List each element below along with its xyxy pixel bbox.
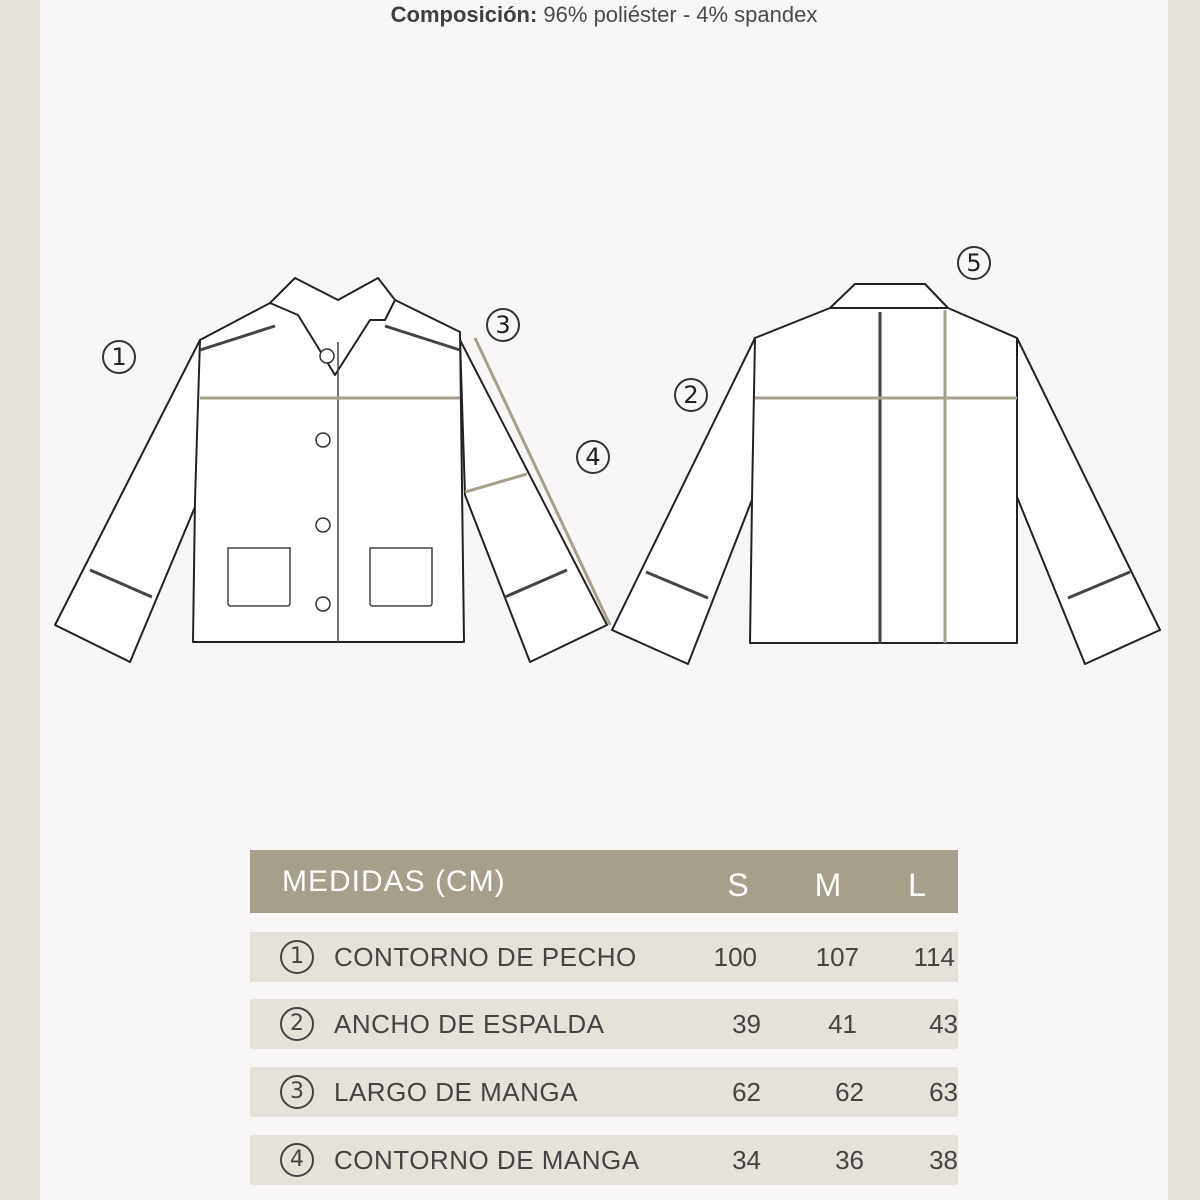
marker-1: 1 (102, 340, 136, 374)
composition-label: Composición: (390, 2, 538, 27)
jacket-back-drawing (612, 284, 1160, 664)
content-panel (40, 0, 1168, 1200)
marker-4: 4 (576, 440, 610, 474)
row-label: CONTORNO DE MANGA (334, 1145, 640, 1175)
row-number: 2 (280, 1007, 314, 1041)
jacket-front-drawing (55, 278, 607, 662)
row-label: CONTORNO DE PECHO (334, 942, 637, 972)
value-s: 100 (713, 942, 757, 972)
value-s: 62 (732, 1077, 761, 1107)
value-l: 114 (913, 942, 955, 972)
value-l: 43 (929, 1009, 958, 1039)
row-label: ANCHO DE ESPALDA (334, 1009, 605, 1039)
value-l: 38 (929, 1145, 958, 1175)
table-row (250, 1135, 958, 1185)
row-number: 1 (280, 940, 314, 974)
value-m: 62 (835, 1077, 864, 1107)
row-number: 3 (280, 1075, 314, 1109)
col-l: L (908, 867, 926, 903)
value-m: 41 (828, 1009, 857, 1039)
table-row (250, 999, 958, 1049)
value-m: 107 (815, 942, 859, 972)
table-row (250, 1067, 958, 1117)
size-table-header (250, 850, 958, 913)
jacket-flat-drawings (40, 0, 1168, 820)
marker-5: 5 (957, 246, 991, 280)
size-table-title: MEDIDAS (CM) (282, 865, 506, 898)
marker-3: 3 (486, 308, 520, 342)
table-row (250, 932, 958, 982)
row-number: 4 (280, 1143, 314, 1177)
value-s: 39 (732, 1009, 761, 1039)
value-m: 36 (835, 1145, 864, 1175)
composition-value: 96% poliéster - 4% spandex (543, 2, 818, 27)
value-s: 34 (732, 1145, 761, 1175)
marker-2: 2 (674, 378, 708, 412)
col-s: S (727, 867, 749, 903)
value-l: 63 (929, 1077, 958, 1107)
col-m: M (814, 867, 842, 903)
row-label: LARGO DE MANGA (334, 1077, 578, 1107)
